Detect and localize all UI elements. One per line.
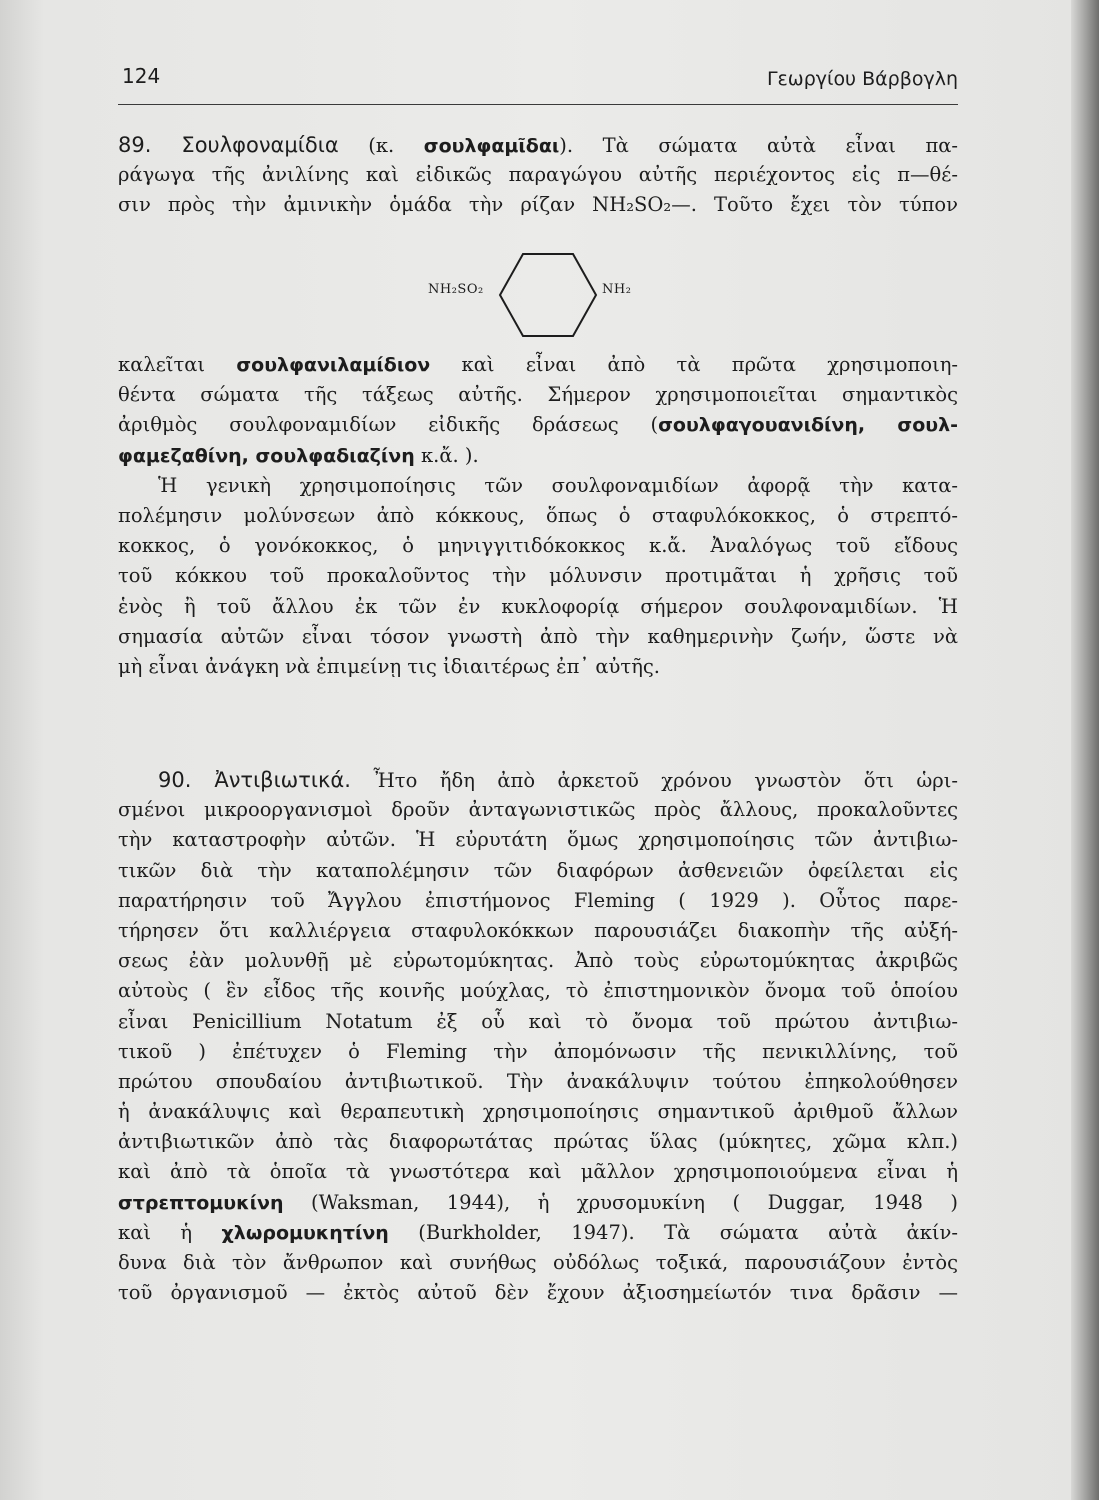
section-89-body [118, 350, 958, 682]
text-line: τικοῦ ) ἐπέτυχεν ὁ Fleming τὴν ἀπομόνωσιν τῆς πενικιλλίνης, τοῦ [118, 1039, 958, 1063]
text-line: σεως ἐὰν μολυνθῇ μὲ εὐρωτομύκητας. Ἀπὸ τοὺς εὐρωτομύκητας ἀκριβῶς [118, 949, 958, 973]
bold-term: φαμεζαθίνη, σουλφαδιαζίνη [118, 444, 415, 467]
text-line: στρεπτομυκίνη (Waksman, 1944), ἡ χρυσομυκίνη ( Duggar, 1948 ) [118, 1190, 958, 1214]
text-line: Ἡ γενικὴ χρησιμοποίησις τῶν σουλφοναμιδίων ἀφορᾷ τὴν κατα- [158, 473, 958, 497]
bold-term: σουλφαμῖδαι [423, 135, 560, 157]
bold-term: στρεπτομυκίνη [118, 1191, 284, 1214]
section-89-intro [118, 130, 958, 221]
bold-term: σουλφαγουανιδίνη, σουλ- [658, 414, 958, 437]
section-90-body [118, 765, 958, 1308]
text-line: ἀριθμὸς σουλφοναμιδίων εἰδικῆς δράσεως (σουλφαγουανιδίνη, σουλ- [118, 413, 958, 437]
formula-right-group: NH₂ [602, 282, 632, 297]
text-line: καὶ ἀπὸ τὰ ὁποῖα τὰ γνωστότερα καὶ μᾶλλον χρησιμοποιούμενα εἶναι ἡ [118, 1160, 958, 1184]
text-line: σιν πρὸς τὴν ἀμινικὴν ὁμάδα τὴν ρίζαν NH₂SO₂—. Τοῦτο ἔχει τὸν τύπον [118, 193, 958, 217]
text-line: ἑνὸς ἢ τοῦ ἄλλου ἐκ τῶν ἐν κυκλοφορίᾳ σήμερον σουλφοναμιδίων. Ἡ [118, 594, 958, 618]
text-line: τοῦ ὀργανισμοῦ — ἐκτὸς αὐτοῦ δὲν ἔχουν ἀξιοσημείωτόν τινα δρᾶσιν — [118, 1281, 958, 1305]
sulfanilamide-structure [428, 250, 648, 340]
section-heading-89: 89. Σουλφοναμίδια [118, 133, 339, 157]
text-line: παρατήρησιν τοῦ Ἄγγλου ἐπιστήμονος Fleming ( 1929 ). Οὗτος παρε- [118, 888, 958, 912]
text-line: φαμεζαθίνη, σουλφαδιαζίνη κ.ἄ. ). [118, 443, 479, 467]
text-line: τοῦ κόκκου τοῦ προκαλοῦντος τὴν μόλυνσιν προτιμᾶται ἡ χρῆσις τοῦ [118, 564, 958, 588]
running-head-author: Γεωργίου Βάρβογλη [766, 68, 958, 90]
text-line: δυνα διὰ τὸν ἄνθρωπον καὶ συνήθως οὐδόλως τοξικά, παρουσιάζουν ἐντὸς [118, 1251, 958, 1274]
text-line: μὴ εἶναι ἀνάγκη νὰ ἐπιμείνῃ τις ἰδιαιτέρως ἐπ᾽ αὐτῆς. [118, 654, 661, 678]
text-line: 90. Ἀντιβιωτικά. Ἦτο ἤδη ἀπὸ ἀρκετοῦ χρόνου γνωστὸν ὅτι ὡρι- [158, 768, 959, 792]
text-line: τικῶν διὰ τὴν καταπολέμησιν τῶν διαφόρων ἀσθενειῶν ὀφείλεται εἰς [118, 858, 958, 882]
text-line: καὶ ἡ χλωρομυκητίνη (Burkholder, 1947). Τὰ σώματα αὐτὰ ἀκίν- [118, 1220, 958, 1244]
text-line: σμένοι μικροοργανισμοὶ δροῦν ἀνταγωνιστικῶς πρὸς ἄλλους, προκαλοῦντες [118, 798, 958, 822]
bold-term: χλωρομυκητίνη [221, 1221, 389, 1244]
text-line: σημασία αὐτῶν εἶναι τόσον γνωστὴ ἀπὸ τὴν καθημερινὴν ζωήν, ὥστε νὰ [118, 624, 958, 648]
text-line: ἡ ἀνακάλυψις καὶ θεραπευτικὴ χρησιμοποίησις σημαντικοῦ ἀριθμοῦ ἄλλων [118, 1100, 958, 1124]
text-line: 89. Σουλφοναμίδια (κ. σουλφαμῖδαι). Τὰ σώματα αὐτὰ εἶναι πα- [118, 133, 959, 157]
page-number: 124 [122, 64, 161, 88]
text-line: κοκκος, ὁ γονόκοκκος, ὁ μηνιγγιτιδόκοκκος κ.ἄ. Ἀναλόγως τοῦ εἴδους [118, 534, 958, 558]
text-line: θέντα σώματα τῆς τάξεως αὐτῆς. Σήμερον χρησιμοποιεῖται σημαντικὸς [118, 383, 958, 407]
text-line: τήρησεν ὅτι καλλιέργεια σταφυλοκόκκων παρουσιάζει διακοπὴν τῆς αὐξή- [118, 918, 958, 942]
text-line: καλεῖται σουλφανιλαμίδιον καὶ εἶναι ἀπὸ τὰ πρῶτα χρησιμοποιη- [118, 353, 959, 376]
section-heading-90: 90. Ἀντιβιωτικά. [158, 768, 351, 792]
text-line: πρώτου σπουδαίου ἀντιβιωτικοῦ. Τὴν ἀνακάλυψιν τούτου ἐπηκολούθησεν [118, 1069, 958, 1093]
text-line: πολέμησιν μολύνσεων ἀπὸ κόκκους, ὅπως ὁ σταφυλόκοκκος, ὁ στρεπτό- [118, 503, 958, 527]
text-line: ράγωγα τῆς ἀνιλίνης καὶ εἰδικῶς παραγώγου αὐτῆς περιέχοντος εἰς π—θέ- [118, 163, 958, 187]
benzene-ring-icon [498, 250, 598, 340]
book-spine-shadow [1071, 0, 1099, 1500]
text-line: ἀντιβιωτικῶν ἀπὸ τὰς διαφορωτάτας πρώτας ὕλας (μύκητες, χῶμα κλπ.) [118, 1130, 958, 1154]
page-header [118, 64, 958, 105]
bold-term: σουλφανιλαμίδιον [236, 354, 431, 376]
text-line: εἶναι Penicillium Notatum ἐξ οὗ καὶ τὸ ὄνομα τοῦ πρώτου ἀντιβιω- [118, 1009, 958, 1033]
text-line: τὴν καταστροφὴν αὐτῶν. Ἡ εὐρυτάτη ὅμως χρησιμοποίησις τῶν ἀντιβιω- [118, 828, 958, 852]
text-line: αὐτοὺς ( ἓν εἶδος τῆς κοινῆς μούχλας, τὸ ἐπιστημονικὸν ὄνομα τοῦ ὁποίου [118, 979, 958, 1003]
formula-left-group: NH₂SO₂ [428, 282, 484, 297]
